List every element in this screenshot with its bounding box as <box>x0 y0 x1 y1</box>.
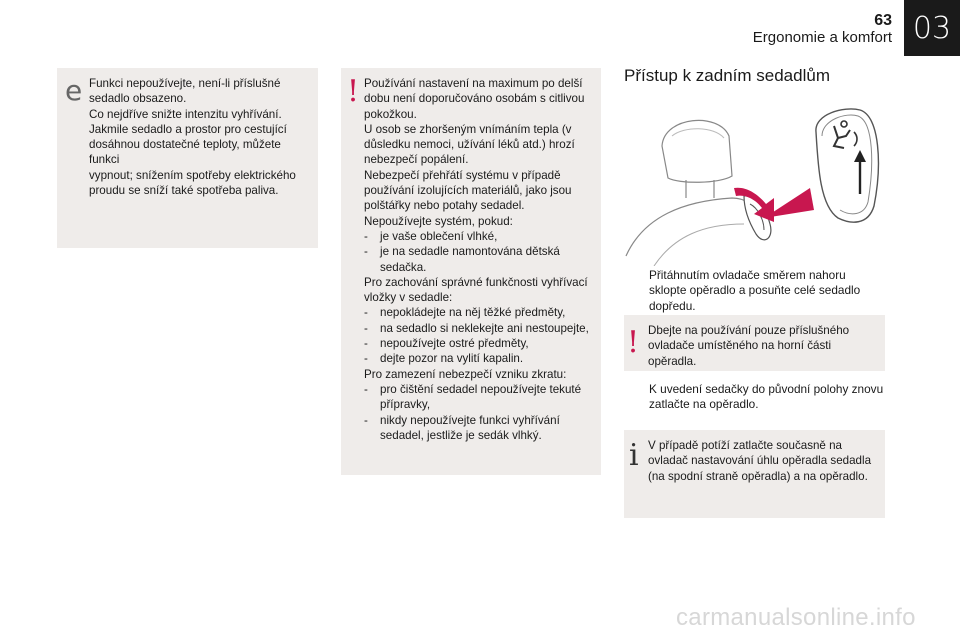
section-heading: Přístup k zadním sedadlům <box>624 66 830 85</box>
text-line: polštářky nebo potahy sedadel. <box>364 199 525 213</box>
warning-icon: ! <box>627 325 640 360</box>
list-dash: - <box>364 245 368 259</box>
text-line: Nebezpečí přehřátí systému v případě <box>364 168 561 182</box>
step-2 <box>624 382 886 413</box>
list-item-text: nepoužívejte ostré předměty, <box>380 337 529 351</box>
text-line: vypnout; snížením spotřeby elektrického <box>89 168 296 182</box>
list-item-text: dejte pozor na vylití kapalin. <box>380 352 524 366</box>
seat-lever-figure <box>624 106 886 266</box>
list-item <box>364 305 598 320</box>
chapter-tab <box>904 0 960 56</box>
text-line: U osob se zhoršeným vnímáním tepla (v <box>364 122 572 136</box>
watermark: carmanualsonline.info <box>676 604 916 631</box>
text-line: Nepoužívejte systém, pokud: <box>364 214 513 228</box>
list-item-text: nepokládejte na něj těžké předměty, <box>380 306 566 320</box>
eco-note-box <box>57 68 318 248</box>
warning-list-2 <box>364 305 598 366</box>
lever-warning-box <box>624 315 885 371</box>
info-icon: i <box>629 438 639 473</box>
list-item <box>364 244 598 275</box>
text-line: používání izolujících materiálů, jako jsou <box>364 184 572 198</box>
list-item <box>364 413 598 444</box>
eco-leaf-icon: e <box>65 74 83 107</box>
eco-note-text <box>89 76 314 198</box>
text-line: sedadlo obsazeno. <box>89 92 187 106</box>
info-note-text: V případě potíží zatlačte současně na ovladač nastavování úhlu opěradla sedadla (na spodní straně opěradla) a na opěradlo. <box>648 439 872 483</box>
list-dash: - <box>364 229 368 243</box>
list-item-text: je vaše oblečení vlhké, <box>380 229 498 243</box>
step-1-text: Přitáhnutím ovladače směrem nahoru sklopte opěradlo a posuňte celé sedadlo dopředu. <box>649 268 861 313</box>
text-line: důsledku nemoci, užívání léků atd.) hrozí <box>364 138 575 152</box>
list-item <box>364 351 598 366</box>
text-line: nebezpečí popálení. <box>364 153 469 167</box>
warning-para-2: Pro zachování správné funkčnosti vyhřívací vložky v sedadle: <box>364 275 588 305</box>
list-item-text: je na sedadle namontována dětská sedačka. <box>380 245 560 274</box>
step-2-text: K uvedení sedačky do původní polohy znovu zatlačte na opěradlo. <box>649 382 884 412</box>
text-line: Jakmile sedadlo a prostor pro cestující <box>89 122 287 136</box>
list-item-text: nikdy nepoužívejte funkci vyhřívání sedadel, jestliže je sedák vlhký. <box>380 413 560 442</box>
warning-intro <box>364 76 598 229</box>
list-item-text: pro čištění sedadel nepoužívejte tekuté přípravky, <box>380 382 582 412</box>
seat-illustration <box>624 106 886 266</box>
warning-para-3: Pro zamezení nebezpečí vzniku zkratu: <box>364 367 567 381</box>
list-dash: - <box>364 382 368 396</box>
list-dash: - <box>364 413 368 427</box>
list-dash: - <box>364 321 368 335</box>
list-dash: - <box>364 306 368 320</box>
warning-text <box>364 76 598 443</box>
text-line: Co nejdříve snižte intenzitu vyhřívání. <box>89 107 282 121</box>
warning-list-3 <box>364 382 598 443</box>
list-dash: - <box>364 337 368 351</box>
warning-box <box>341 68 601 475</box>
warning-icon: ! <box>347 74 360 109</box>
page-number: 63 <box>874 12 892 29</box>
list-item-text: na sedadlo si neklekejte ani nestoupejte, <box>380 321 589 335</box>
section-title: Ergonomie a komfort <box>752 29 892 46</box>
info-note-box <box>624 430 885 518</box>
lever-warning-text: Dbejte na používání pouze příslušného ovladače umístěného na horní části opěradla. <box>648 324 850 368</box>
text-line: pokožkou. <box>364 107 417 121</box>
text-line: Používání nastavení na maximum po delší <box>364 77 583 90</box>
warning-list-1 <box>364 229 598 275</box>
text-line: dobu není doporučováno osobám s citlivou <box>364 92 585 106</box>
text-line: Funkci nepoužívejte, není-li příslušné <box>89 77 281 90</box>
chapter-number: 03 <box>912 10 952 46</box>
list-dash: - <box>364 352 368 366</box>
list-item <box>364 382 598 413</box>
step-1 <box>624 268 886 314</box>
list-item <box>364 229 598 244</box>
text-line: proudu se sníží také spotřeba paliva. <box>89 184 279 198</box>
list-item <box>364 321 598 336</box>
text-line: dosáhnou dostatečné teploty, můžete funkci <box>89 138 281 167</box>
list-item <box>364 336 598 351</box>
